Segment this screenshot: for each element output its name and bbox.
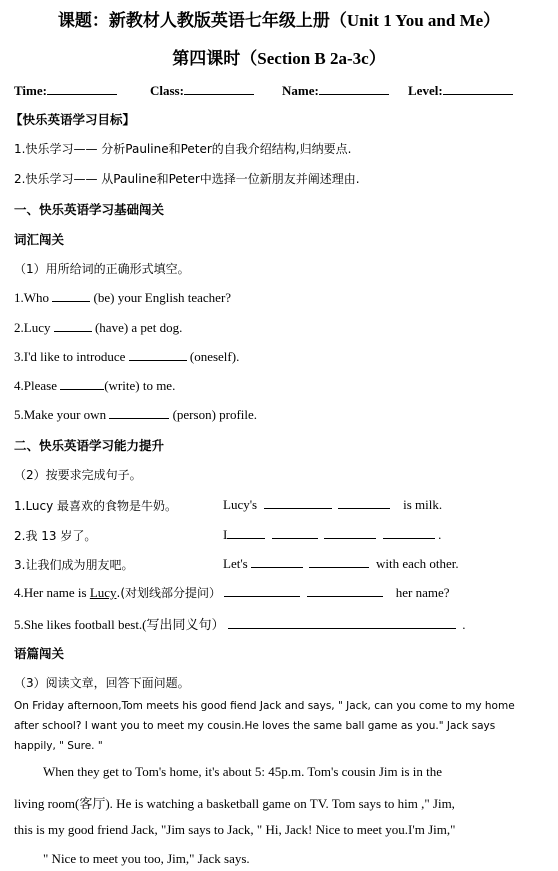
vocab-question-3: 3.I'd like to introduce (oneself).: [14, 349, 240, 364]
sentence-4: 4.Her name is Lucy.(对划线部分提问） her name?: [14, 585, 450, 600]
paragraph-2-line-3: this is my good friend Jack, "Jim says to Jack, " Hi, Jack! Nice to meet you.I'm Jim,": [14, 822, 456, 837]
paragraph-1-line-2: after school? I want you to meet my cousin.He loves the same ball game as you." Jack says: [14, 720, 496, 732]
reading-heading: 语篇闯关: [14, 646, 65, 661]
sentence-5: 5.She likes football best.(写出同义句） .: [14, 617, 466, 632]
paragraph-2-line-1: When they get to Tom's home, it's about 5: 45p.m. Tom's cousin Jim is in the: [43, 764, 443, 779]
paragraph-1-line-1: On Friday afternoon,Tom meets his good fiend Jack and says, " Jack, can you come to my home: [14, 700, 515, 712]
vocab-heading: 词汇闯关: [14, 232, 65, 247]
sentence-2-chinese: 2.我 13 岁了。: [14, 529, 97, 543]
level-field: Level:: [408, 82, 513, 99]
reading-instruction: （3）阅读文章，回答下面问题。: [14, 676, 190, 690]
title-line-1: 课题：新教材人教版英语七年级上册（Unit 1 You and Me）: [57, 11, 501, 30]
vocab-question-2: 2.Lucy (have) a pet dog.: [14, 320, 183, 335]
section1-heading: 一、快乐英语学习基础闯关: [14, 202, 165, 217]
paragraph-2-line-4: " Nice to meet you too, Jim," Jack says.: [43, 851, 250, 866]
paragraph-2-line-2: living room(客厅). He is watching a basketball game on TV. Tom says to him ," Jim,: [14, 796, 455, 811]
vocab-question-4: 4.Please (write) to me.: [14, 378, 176, 393]
sentence-1-chinese: 1.Lucy 最喜欢的食物是牛奶。: [14, 499, 178, 513]
vocab-question-1: 1.Who (be) your English teacher?: [14, 290, 232, 305]
time-field: Time:: [14, 82, 117, 99]
section2-heading: 二、快乐英语学习能力提升: [14, 438, 165, 453]
sentence-3-chinese: 3.让我们成为朋友吧。: [14, 558, 134, 572]
sentence-1-english: Lucy's is milk.: [223, 497, 443, 512]
class-field: Class:: [150, 82, 254, 99]
sentence-2-english: I .: [223, 527, 442, 542]
title-line-2: 第四课时（Section B 2a-3c）: [172, 49, 386, 68]
vocab-question-5: 5.Make your own (person) profile.: [14, 407, 258, 422]
sentence-instruction: （2）按要求完成句子。: [14, 468, 142, 482]
goals-heading: 【快乐英语学习目标】: [10, 112, 136, 127]
goal-item-1: 1.快乐学习—— 分析Pauline和Peter的自我介绍结构,归纳要点.: [14, 142, 352, 156]
sentence-3-english: Let's with each other.: [223, 556, 459, 571]
goal-item-2: 2.快乐学习—— 从Pauline和Peter中选择一位新朋友并阐述理由.: [14, 172, 360, 186]
name-field: Name:: [282, 82, 389, 99]
vocab-instruction: （1）用所给词的正确形式填空。: [14, 262, 190, 276]
paragraph-1-line-3: happily, " Sure. ": [14, 740, 103, 752]
